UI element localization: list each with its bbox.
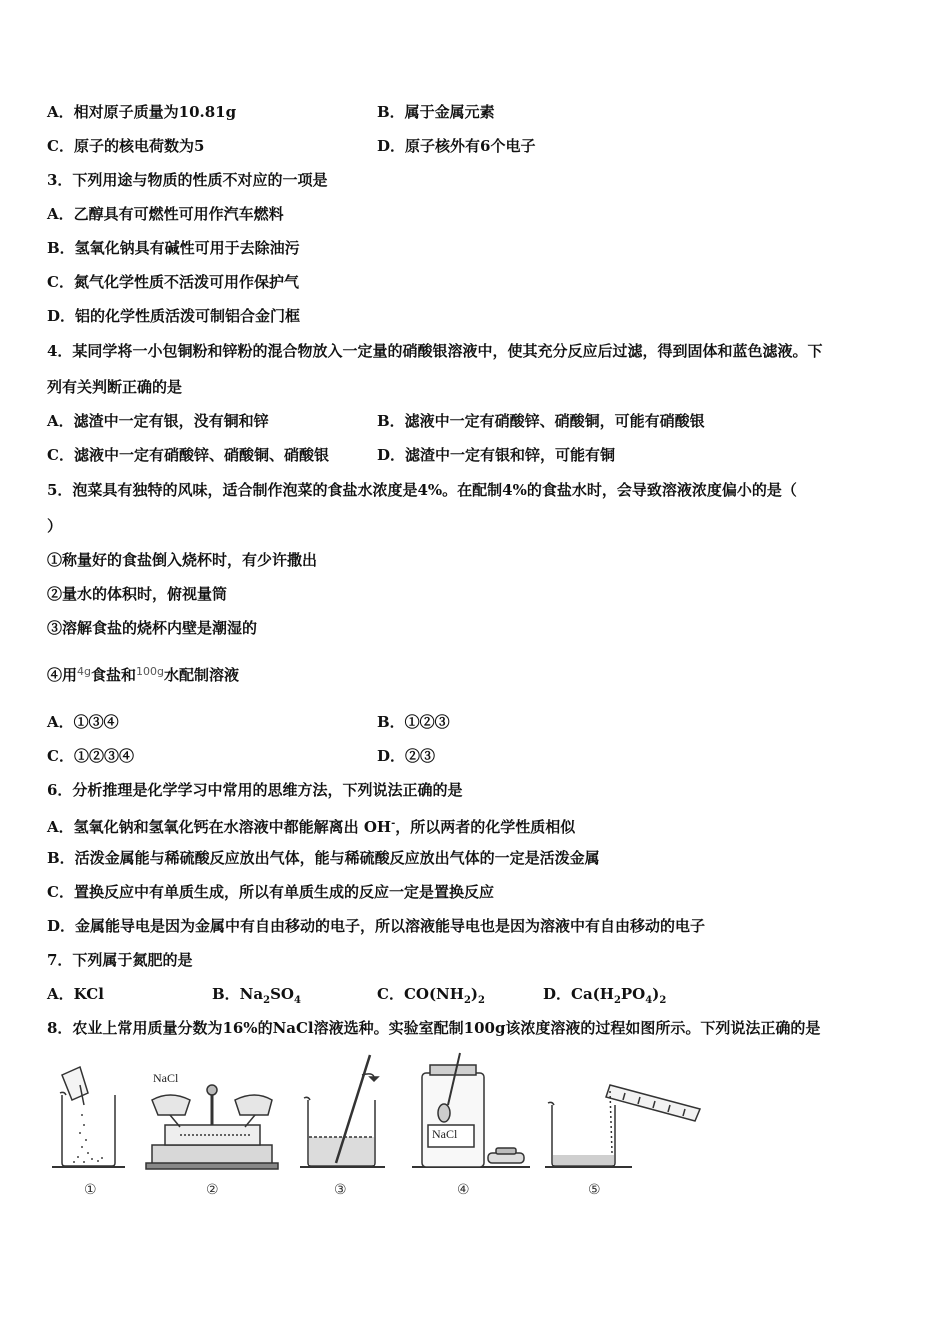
fig4-nacl-label: NaCl <box>432 1127 458 1141</box>
q6-stem: 6．分析推理是化学学习中常用的思维方法，下列说法正确的是 <box>47 781 463 799</box>
q5-item4-mass1: 4g <box>77 665 91 678</box>
q5-option-d: D．②③ <box>377 747 436 765</box>
fig3-beaker-stirring <box>300 1055 385 1167</box>
q2-option-c: C．原子的核电荷数为5 <box>47 137 205 155</box>
q7-c-pre: C．CO(NH <box>377 985 464 1003</box>
fig4-reagent-bottle <box>412 1053 530 1167</box>
q7-d-sub1: 2 <box>613 995 621 1006</box>
q5-item-1: ①称量好的食盐倒入烧杯时，有少许撒出 <box>47 551 318 569</box>
q6-option-c: C．置换反应中有单质生成，所以有单质生成的反应一定是置换反应 <box>47 883 494 901</box>
q5-item4-pre: ④用 <box>47 666 78 684</box>
q4-stem-line2: 列有关判断正确的是 <box>47 378 183 396</box>
q4-stem-line1: 4．某同学将一小包铜粉和锌粉的混合物放入一定量的硝酸银溶液中，使其充分反应后过滤，得到固体和蓝色滤液。下 <box>47 342 823 360</box>
q7-option-a: A．KCl <box>47 985 104 1003</box>
q7-b-sub2: 4 <box>293 995 301 1006</box>
fig2-nacl-label: NaCl <box>153 1071 179 1085</box>
q7-c-sub1: 2 <box>463 995 471 1006</box>
q4-option-d: D．滤渣中一定有银和锌，可能有铜 <box>377 446 616 464</box>
q7-b-pre: B．Na <box>212 985 264 1003</box>
q3-option-a: A．乙醇具有可燃性可用作汽车燃料 <box>47 205 284 223</box>
q6-option-b: B．活泼金属能与稀硫酸反应放出气体，能与稀硫酸反应放出气体的一定是活泼金属 <box>47 849 600 867</box>
q5-item-2: ②量水的体积时，俯视量筒 <box>47 585 228 603</box>
q3-option-c: C．氮气化学性质不活泼可用作保护气 <box>47 273 299 291</box>
q2-option-a: A．相对原子质量为10.81g <box>47 103 237 121</box>
q7-stem: 7．下列属于氮肥的是 <box>47 951 193 969</box>
fig-label-2: ② <box>206 1182 219 1198</box>
q7-b-mid: SO <box>270 985 294 1003</box>
q4-option-c: C．滤液中一定有硝酸锌、硝酸铜、硝酸银 <box>47 446 329 464</box>
q7-option-d <box>543 984 666 1011</box>
q5-item-3: ③溶解食盐的烧杯内壁是潮湿的 <box>47 619 258 637</box>
q8-stem: 8．农业上常用质量分数为16%的NaCl溶液选种。实验室配制100g该浓度溶液的过程如图所示。下列说法正确的是 <box>47 1019 821 1037</box>
q4-option-a: A．滤渣中一定有银，没有铜和锌 <box>47 412 269 430</box>
q7-d-sub3: 2 <box>659 995 667 1006</box>
q7-d-close: ) <box>652 985 660 1003</box>
q7-c-sub2: 2 <box>478 995 485 1006</box>
fig2-balance <box>146 1085 278 1169</box>
fig-label-1: ① <box>84 1182 97 1198</box>
q6-option-d: D．金属能导电是因为金属中有自由移动的电子，所以溶液能导电也是因为溶液中有自由移动的电子 <box>47 917 706 935</box>
q7-option-b <box>212 984 301 1011</box>
q5-item4-mass2: 100g <box>136 665 164 678</box>
q6-a-post: ，所以两者的化学性质相似 <box>395 818 576 836</box>
q7-d-mid: PO <box>620 985 646 1003</box>
fig-label-3: ③ <box>334 1182 347 1198</box>
q7-d-pre: D．Ca(H <box>543 985 614 1003</box>
q3-option-b: B．氢氧化钠具有碱性可用于去除油污 <box>47 239 300 257</box>
q4-option-b: B．滤液中一定有硝酸锌、硝酸铜，可能有硝酸银 <box>377 412 705 430</box>
fig-label-5: ⑤ <box>588 1182 601 1198</box>
q7-option-c <box>377 984 485 1011</box>
q5-option-a: A．①③④ <box>47 713 119 731</box>
fig5-cylinder-pouring <box>545 1085 700 1167</box>
q5-item4-mid: 食盐和 <box>91 666 137 684</box>
q5-option-b: B．①②③ <box>377 713 450 731</box>
fig-label-4: ④ <box>457 1182 470 1198</box>
q5-stem-line1: 5．泡菜具有独特的风味，适合制作泡菜的食盐水浓度是4%。在配制4%的食盐水时，会导致溶液浓度偏小的是（ <box>47 481 797 499</box>
q8-lab-figure <box>40 1045 740 1185</box>
q2-option-d: D．原子核外有6个电子 <box>377 137 536 155</box>
q7-c-mid: ) <box>470 985 479 1003</box>
q3-option-d: D．铝的化学性质活泼可制铝合金门框 <box>47 307 301 325</box>
q6-option-a <box>47 814 575 837</box>
q2-option-b: B．属于金属元素 <box>377 103 495 121</box>
q5-stem-line2: ） <box>47 517 63 535</box>
q7-b-sub1: 2 <box>263 995 271 1006</box>
q7-d-sub2: 4 <box>645 995 653 1006</box>
q6-a-pre: A．氢氧化钠和氢氧化钙在水溶液中都能解离出 OH <box>47 818 392 836</box>
q5-item-4 <box>47 662 239 685</box>
q5-item4-post: 水配制溶液 <box>164 666 240 684</box>
fig1-beaker-pouring <box>52 1067 125 1167</box>
q3-stem: 3．下列用途与物质的性质不对应的一项是 <box>47 171 328 189</box>
q6-a-sup: - <box>391 818 396 829</box>
q5-option-c: C．①②③④ <box>47 747 134 765</box>
